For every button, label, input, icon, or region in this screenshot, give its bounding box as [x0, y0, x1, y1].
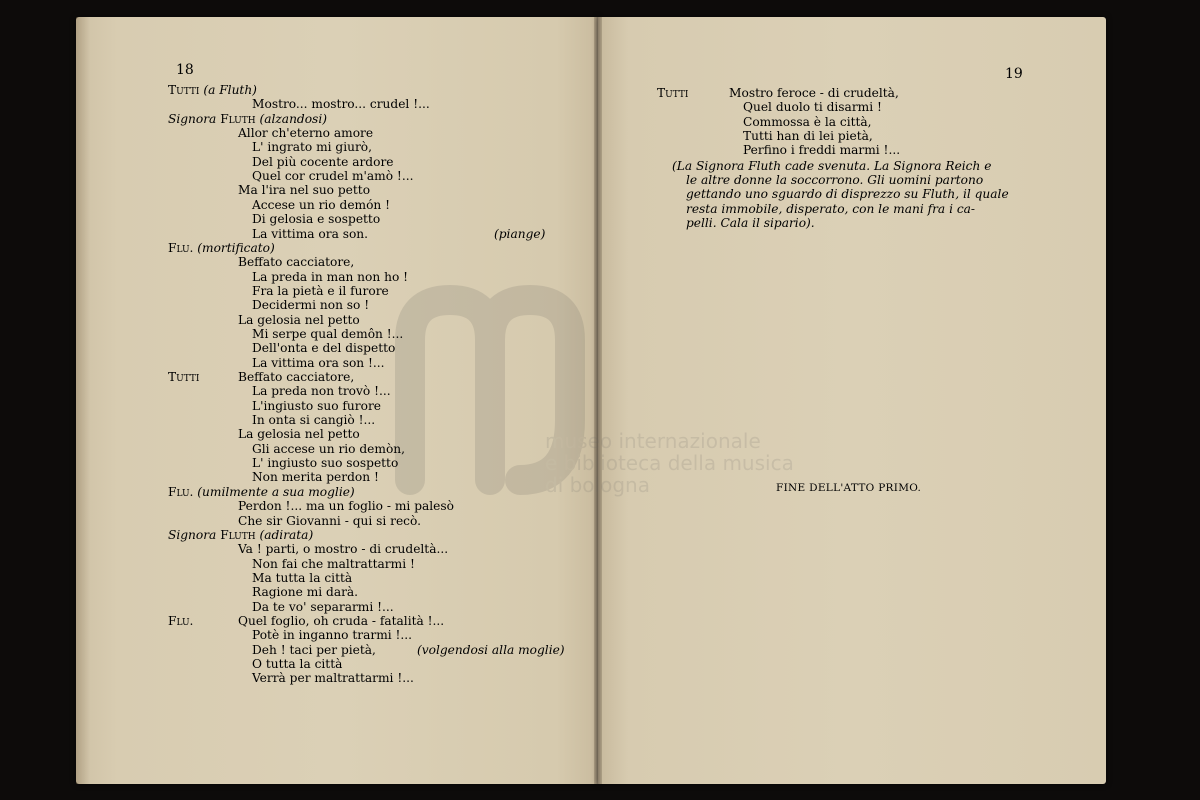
speaker-name: Signora Fluth [168, 527, 256, 542]
page-number-right: 19 [1005, 66, 1023, 82]
left-line [168, 613, 445, 628]
speaker-name: Flu. [168, 484, 194, 499]
left-line [168, 241, 275, 255]
verse-text: La gelosia nel petto [238, 312, 360, 327]
verse-text: La preda in man non ho ! [252, 269, 409, 284]
verse-text: Mostro feroce - di crudeltà, [729, 86, 899, 100]
verse-text: Quel foglio, oh cruda - fatalità !... [238, 613, 445, 628]
page-edge-shadow [76, 17, 90, 784]
verse-text: Di gelosia e sospetto [252, 212, 381, 227]
verse-text: Ragione mi darà. [252, 585, 359, 600]
speaker-name: Tutti [657, 86, 689, 100]
verse-text: L' ingrato mi giurò, [252, 140, 372, 155]
verse-text: L'ingiusto suo furore [252, 398, 381, 413]
page-number-left: 18 [176, 62, 194, 78]
left-line [168, 528, 313, 542]
verse-text: La vittima ora son. [252, 226, 369, 241]
verse-text: Perdon !... ma un foglio - mi palesò [238, 499, 454, 514]
verse-text: Non fai che maltrattarmi ! [252, 556, 415, 571]
verse-text: Dell'onta e del dispetto [252, 341, 396, 356]
verse-text: Commossa è la città, [743, 114, 872, 129]
verse-text: Decidermi non so ! [252, 298, 370, 313]
verse-text: Gli accese un rio demòn, [252, 441, 406, 456]
verse-text: Del più cocente ardore [252, 154, 394, 169]
verse-text: Potè in inganno trarmi !... [252, 628, 413, 643]
verse-text: Da te vo' separarmi !... [252, 599, 394, 614]
end-of-act: FINE DELL'ATTO PRIMO. [776, 482, 922, 494]
verse-text: Beffato cacciatore, [238, 370, 355, 384]
verse-text: In onta si cangiò !... [252, 413, 376, 428]
stage-direction-line: pelli. Cala il sipario). [686, 216, 815, 231]
verse-text: Accese un rio demón ! [252, 197, 391, 212]
stage-direction-line: resta immobile, disperato, con le mani fra i ca- [686, 201, 976, 216]
left-line [168, 485, 355, 499]
verse-text: Mi serpe qual demôn !... [252, 326, 404, 341]
stage-aside: (volgendosi alla moglie) [417, 642, 565, 657]
speaker-name: Flu. [168, 240, 194, 255]
verse-text: Ma l'ira nel suo petto [238, 183, 371, 198]
stage-direction-line: le altre donne la soccorrono. Gli uomini partono [686, 172, 984, 187]
verse-text: Non merita perdon ! [252, 470, 379, 485]
right-line [657, 86, 899, 100]
verse-text: La preda non trovò !... [252, 384, 391, 399]
verse-text: Quel cor crudel m'amò !... [252, 169, 414, 184]
verse-text: Deh ! taci per pietà, [252, 642, 376, 657]
verse-text: Perfino i freddi marmi !... [743, 143, 901, 158]
verse-text: Tutti han di lei pietà, [743, 128, 873, 143]
speaker-name: Tutti [168, 370, 200, 384]
verse-text: Quel duolo ti disarmi ! [743, 100, 882, 115]
stage-direction-line: (La Signora Fluth cade svenuta. La Signora Reich e [672, 158, 992, 173]
left-line [168, 112, 327, 126]
speaker-direction: (adirata) [255, 527, 314, 542]
stage-aside: (piange) [494, 226, 546, 241]
verse-text: Mostro... mostro... crudel !... [252, 97, 430, 112]
verse-text: Verrà per maltrattarmi !... [252, 671, 414, 686]
stage-direction-line: gettando uno sguardo di disprezzo su Fluth, il quale [686, 187, 1009, 202]
speaker-name: Signora Fluth [168, 111, 256, 126]
verse-text: Va ! parti, o mostro - di crudeltà... [238, 542, 449, 557]
book-gutter [594, 17, 602, 784]
speaker-direction: (mortificato) [193, 240, 275, 255]
verse-text: La gelosia nel petto [238, 427, 360, 442]
speaker-name: Tutti [168, 83, 200, 97]
verse-text: L' ingiusto suo sospetto [252, 456, 399, 471]
left-line [168, 83, 257, 97]
verse-text: O tutta la città [252, 657, 343, 671]
speaker-direction: (a Fluth) [199, 83, 257, 97]
left-line [168, 370, 355, 384]
speaker-name: Flu. [168, 613, 194, 628]
verse-text: Beffato cacciatore, [238, 255, 355, 270]
verse-text: Ma tutta la città [252, 570, 353, 585]
verse-text: Allor ch'eterno amore [238, 126, 374, 141]
speaker-direction: (alzandosi) [255, 111, 327, 126]
verse-text: Che sir Giovanni - qui si recò. [238, 513, 422, 528]
speaker-direction: (umilmente a sua moglie) [193, 484, 355, 499]
verse-text: Fra la pietà e il furore [252, 283, 389, 298]
verse-text: La vittima ora son !... [252, 355, 385, 370]
